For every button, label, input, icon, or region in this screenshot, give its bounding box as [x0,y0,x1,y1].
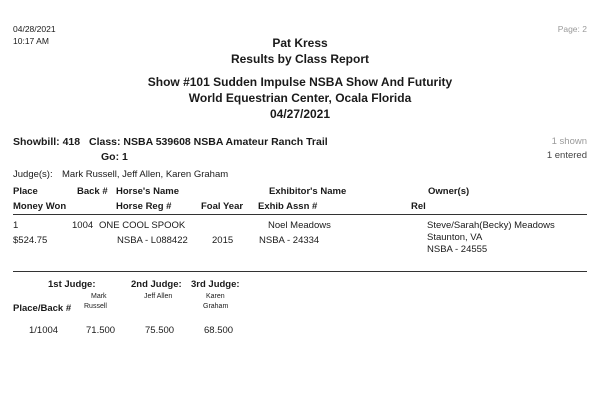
entry-owner-city: Staunton, VA [427,232,483,243]
judge1-last-name: Russell [84,303,107,310]
entry-back: 1004 [72,220,94,231]
class-name: Class: NSBA 539608 NSBA Amateur Ranch Trail [89,136,328,148]
entry-place: 1 [13,220,19,231]
col-money-won: Money Won [13,201,67,212]
entry-money: $524.75 [13,235,48,246]
score-judge3: 68.500 [204,325,234,336]
report-time: 10:17 AM [13,36,49,46]
entry-exhibitor: Noel Meadows [268,220,331,231]
showbill-number: Showbill: 418 [13,136,81,148]
show-title: Show #101 Sudden Impulse NSBA Show And Futurity [147,75,453,89]
scores-divider [13,271,587,272]
score-place-back: 1/1004 [29,325,59,336]
col-foal-year: Foal Year [201,201,244,212]
col-exhib-assn: Exhib Assn # [258,201,318,212]
entry-owner-assn: NSBA - 24555 [427,244,488,255]
go-number: Go: 1 [101,151,128,163]
page-number: Page: 2 [557,24,587,34]
col-place: Place [13,186,38,197]
entry-horse-reg: NSBA - L088422 [117,235,188,246]
judge3-heading: 3rd Judge: [191,279,240,290]
score-judge1: 71.500 [86,325,116,336]
report-title: Results by Class Report [230,52,370,66]
col-horse-name: Horse's Name [116,186,179,197]
entry-horse-name: ONE COOL SPOOK [99,220,186,231]
judges-label: Judge(s): [13,169,53,180]
report-date: 04/28/2021 [13,24,56,34]
col-exhibitor-name: Exhibitor's Name [269,186,347,197]
judge2-heading: 2nd Judge: [131,279,182,290]
shown-count: 1 shown [551,136,587,147]
judges-list: Mark Russell, Jeff Allen, Karen Graham [62,169,229,180]
judge3-last-name: Graham [203,303,229,310]
score-judge2: 75.500 [145,325,175,336]
judge1-heading: 1st Judge: [48,279,96,290]
header-divider [13,214,587,215]
col-back: Back # [77,186,108,197]
show-date: 04/27/2021 [269,107,331,121]
report-owner: Pat Kress [272,36,328,50]
place-back-heading: Place/Back # [13,303,72,314]
judge3-first-name: Karen [206,293,225,300]
entry-foal-year: 2015 [212,235,234,246]
col-owners: Owner(s) [428,186,470,197]
col-rel: Rel [411,201,426,212]
entered-count: 1 entered [546,150,587,161]
show-venue: World Equestrian Center, Ocala Florida [188,91,412,105]
col-horse-reg: Horse Reg # [116,201,172,212]
judge2-name: Jeff Allen [144,293,173,300]
judge1-first-name: Mark [91,293,107,300]
entry-owner-name: Steve/Sarah(Becky) Meadows [427,220,555,231]
entry-exhib-assn: NSBA - 24334 [259,235,320,246]
